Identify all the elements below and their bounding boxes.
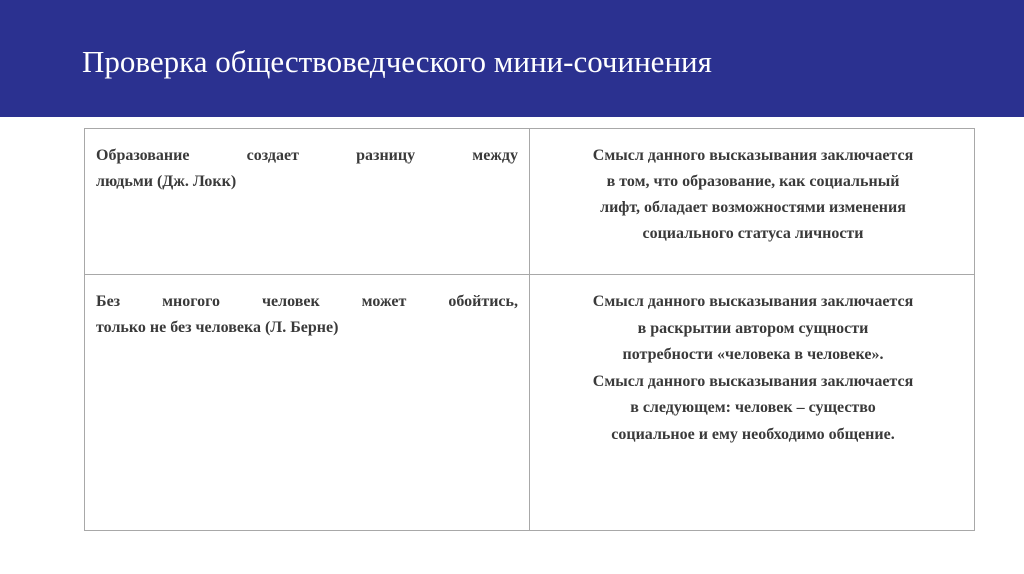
- quote-1-line-2: людьми (Дж. Локк): [96, 173, 237, 190]
- slide-title: Проверка обществоведческого мини-сочинения: [82, 44, 712, 79]
- explanation-text-1: [543, 143, 963, 247]
- quote-cell-1: [84, 128, 530, 275]
- explanation-2-line-4: Смысл данного высказывания заключается: [592, 372, 914, 390]
- essay-table: [84, 128, 974, 530]
- title-bar: [0, 0, 1024, 117]
- explanation-2-line-3: потребности «человека в человеке».: [622, 346, 884, 363]
- explanation-text-2: [543, 289, 963, 448]
- explanation-2-line-2: в раскрытии автором сущности: [637, 319, 869, 337]
- quote-2-line-1: Без многого человек может обойтись,: [96, 293, 518, 310]
- explanation-1-line-2: в том, что образование, как социальный: [606, 173, 900, 190]
- quote-cell-2: [84, 274, 530, 531]
- explanation-1-line-4: социального статуса личности: [642, 225, 864, 242]
- quote-text-2: [96, 289, 518, 341]
- explanation-cell-1: [529, 128, 975, 275]
- quote-text-1: [96, 143, 518, 195]
- quote-2-line-2: только не без человека (Л. Берне): [96, 319, 339, 336]
- explanation-1-line-3: лифт, обладает возможностями изменения: [600, 199, 906, 216]
- explanation-2-line-5: в следующем: человек – существо: [630, 399, 876, 416]
- explanation-cell-2: [529, 274, 975, 531]
- explanation-2-line-1: Смысл данного высказывания заключается: [592, 293, 914, 310]
- explanation-2-line-6: социальное и ему необходимо общение.: [611, 425, 895, 443]
- quote-1-line-1: Образование создает разницу между: [96, 147, 518, 164]
- explanation-1-line-1: Смысл данного высказывания заключается: [592, 147, 914, 164]
